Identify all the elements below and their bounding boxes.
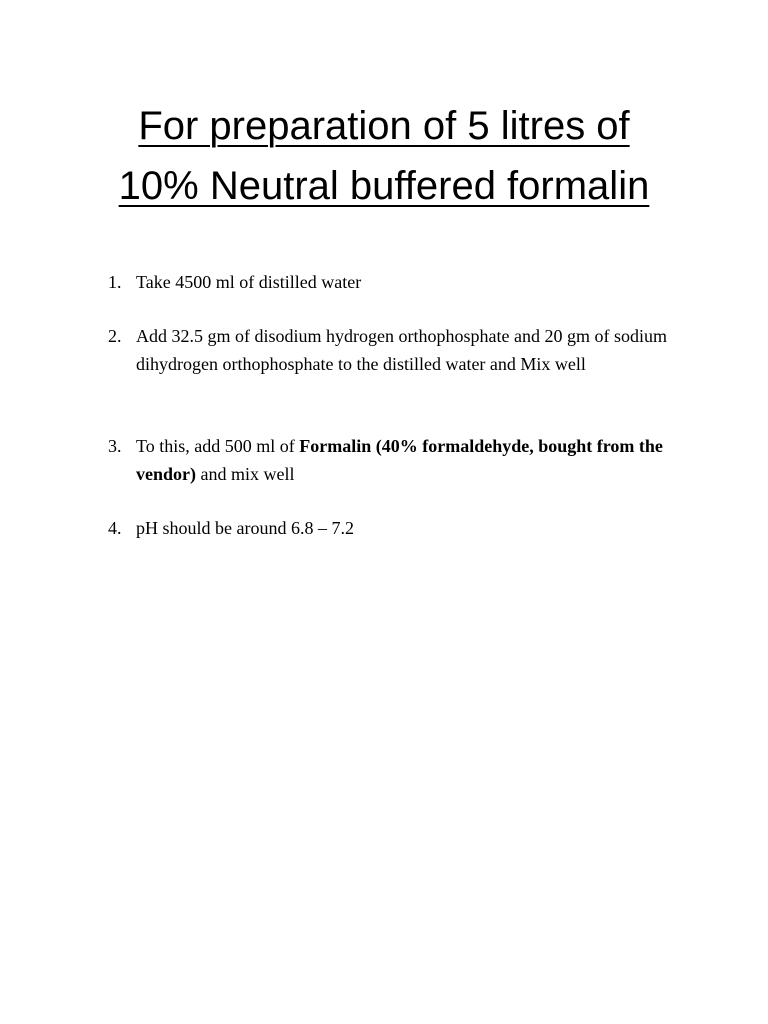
step-number: 1. (108, 272, 122, 292)
step-text: Add 32.5 gm of disodium hydrogen orthophosphate and 20 gm of sodium dihydrogen orthophosphate to the distilled water and Mix well (136, 326, 667, 374)
step-text: Take 4500 ml of distilled water (136, 272, 362, 292)
instruction-list (108, 268, 668, 542)
title-line-1: For preparation of 5 litres of (138, 104, 630, 148)
step-number: 4. (108, 518, 122, 538)
step-2 (108, 322, 668, 378)
step-1 (108, 268, 668, 296)
step-text-before: To this, add 500 ml of (136, 436, 300, 456)
step-text-after: and mix well (196, 464, 295, 484)
step-text: pH should be around 6.8 – 7.2 (136, 518, 354, 538)
step-number: 3. (108, 436, 122, 456)
step-3 (108, 432, 668, 488)
title-line-2: 10% Neutral buffered formalin (118, 164, 650, 208)
step-4 (108, 514, 668, 542)
step-text-bold: Formalin (40% formaldehyde, bought from the vendor) (136, 436, 663, 484)
page-title (0, 96, 768, 216)
step-number: 2. (108, 326, 122, 346)
